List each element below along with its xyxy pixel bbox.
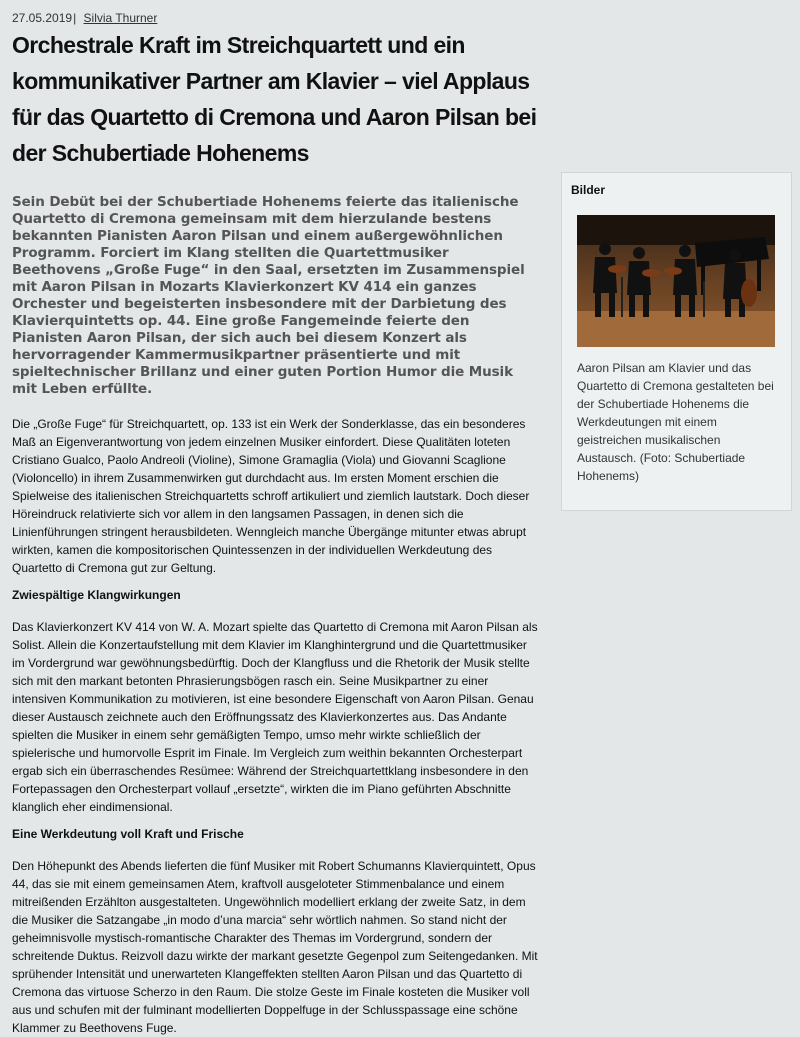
image-sidebar: [561, 172, 792, 511]
photo-caption: Aaron Pilsan am Klavier und das Quartetto di Cremona gestalteten bei der Schubertiade Hohenems die Werkdeutungen mit einem geistreichen musikalischen Austausch. (Foto: Schubertiade Hohenems): [577, 361, 774, 483]
paragraph-1: Die „Große Fuge“ für Streichquartett, op. 133 ist ein Werk der Sonderklasse, das ein besonderes Maß an Eigenverantwortung von jedem einzelnen Musiker einfordert. Diese Qualitäten loteten Cristiano Gualco, Paolo Andreoli (Violine), Simone Gramaglia (Viola) und Giovanni Scaglione (Violoncello) in ihrem Zusammenwirken gut durchdacht aus. Im ersten Moment erschien die Spielweise des italienischen Streichquartetts schroff artikuliert und ziemlich lautstark. Doch dieser Höreindruck relativierte sich vor allem in den langsamen Passagen, in denen sich die Linienführungen stringent herausbildeten. Wenngleich manche Übergänge mitunter etwas abrupt wirkten, kamen die kompositorischen Quintessenzen in der individuellen Werkdeutung des Quartetto di Cremona gut zur Geltung.: [12, 417, 530, 575]
sidebar-title: Bilder: [571, 183, 606, 197]
publish-date: 27.05.2019: [12, 11, 73, 25]
subheading-1: Zwiespältige Klangwirkungen: [12, 588, 181, 602]
subheading-2: Eine Werkdeutung voll Kraft und Frische: [12, 827, 244, 841]
meta-separator: |: [73, 11, 77, 25]
article-lead: Sein Debüt bei der Schubertiade Hohenems feierte das italienische Quartetto di Cremona gemeinsam mit dem hierzulande bestens bekannten Pianisten Aaron Pilsan und einem außergewöhnlichen Programm. Forciert im Klang stellten die Quartettmusiker Beethovens „Große Fuge“ in den Saal, ersetzten im Zusammenspiel mit Aaron Pilsan in Mozarts Klavierkonzert KV 414 ein ganzes Orchester und begeisterten insbesondere mit der Darbietung des Klavierquintetts op. 44. Eine große Fangemeinde feierte den Pianisten Aaron Pilsan, der sich auch bei diesem Konzert als hervorragender Kammermusikpartner präsentierte und mit spieltechnischer Brillanz und einer guten Portion Humor die Musik mit Leben erfüllte.: [12, 194, 525, 397]
article-meta: [12, 11, 540, 25]
concert-photo-image: [577, 215, 775, 347]
paragraph-3: Den Höhepunkt des Abends lieferten die fünf Musiker mit Robert Schumanns Klavierquintett, Opus 44, das sie mit einem gemeinsamen Atem, kraftvoll ausgeloteter Stimmenbalance und einem mitreißenden Erzählton ausgestalteten. Ungewöhnlich modelliert erklang der zweite Satz, in dem die Musiker die Satzangabe „in modo d’una marcia“ sehr wörtlich nahmen. So stand nicht der geheimnisvolle mystisch-romantische Charakter des Themas im Vordergrund, sondern der schreitende Duktus. Reizvoll dazu wirkte der markant gesetzte Gegenpol zum Seitengedanken. Mit sprühender Intensität und unerwarteten Klangeffekten stellten Aaron Pilsan und das Quartetto di Cremona das virtuose Scherzo in den Raum. Die stolze Geste im Finale kosteten die Musiker voll aus und schufen mit der fulminant modellierten Doppelfuge in der Schlusspassage eine schöne Klammer zu Beethovens Fuge.: [12, 859, 538, 1035]
concert-photo[interactable]: [577, 215, 775, 347]
author-link[interactable]: Silvia Thurner: [83, 11, 158, 25]
article: [12, 0, 540, 1037]
article-title: Orchestrale Kraft im Streichquartett und ein kommunikativer Partner am Klavier – viel Applaus für das Quartetto di Cremona und Aaron Pilsan bei der Schubertiade Hohenems: [12, 32, 537, 166]
paragraph-2: Das Klavierkonzert KV 414 von W. A. Mozart spielte das Quartetto di Cremona mit Aaron Pilsan als Solist. Allein die Konzertaufstellung mit dem Klavier im Klanghintergrund und die Quartettmusiker im Vordergrund war gewöhnungsbedürftig. Doch der Klangfluss und die Rhetorik der Musik stellte sich mit den markant betonten Phrasierungsbögen rasch ein. Seine Musikpartner zu einer intensiven Kommunikation zu motivieren, ist eine besondere Eigenschaft von Aaron Pilsan. Genau dieser Austausch zeichnete auch den Eröffnungssatz des Klavierkonzertes aus. Das Andante spielten die Musiker in einem sehr gemäßigten Tempo, umso mehr wirkte schließlich der spielerische und humorvolle Esprit im Finale. Im Vergleich zum weithin bekannten Orchesterpart ergab sich ein überraschendes Resümee: Während der Streichquartettklang insbesondere in den Fortepassagen den Orchesterpart vollauf „ersetzte“, wirkten die im Piano geführten Abschnitte klanglich eher eindimensional.: [12, 620, 538, 814]
